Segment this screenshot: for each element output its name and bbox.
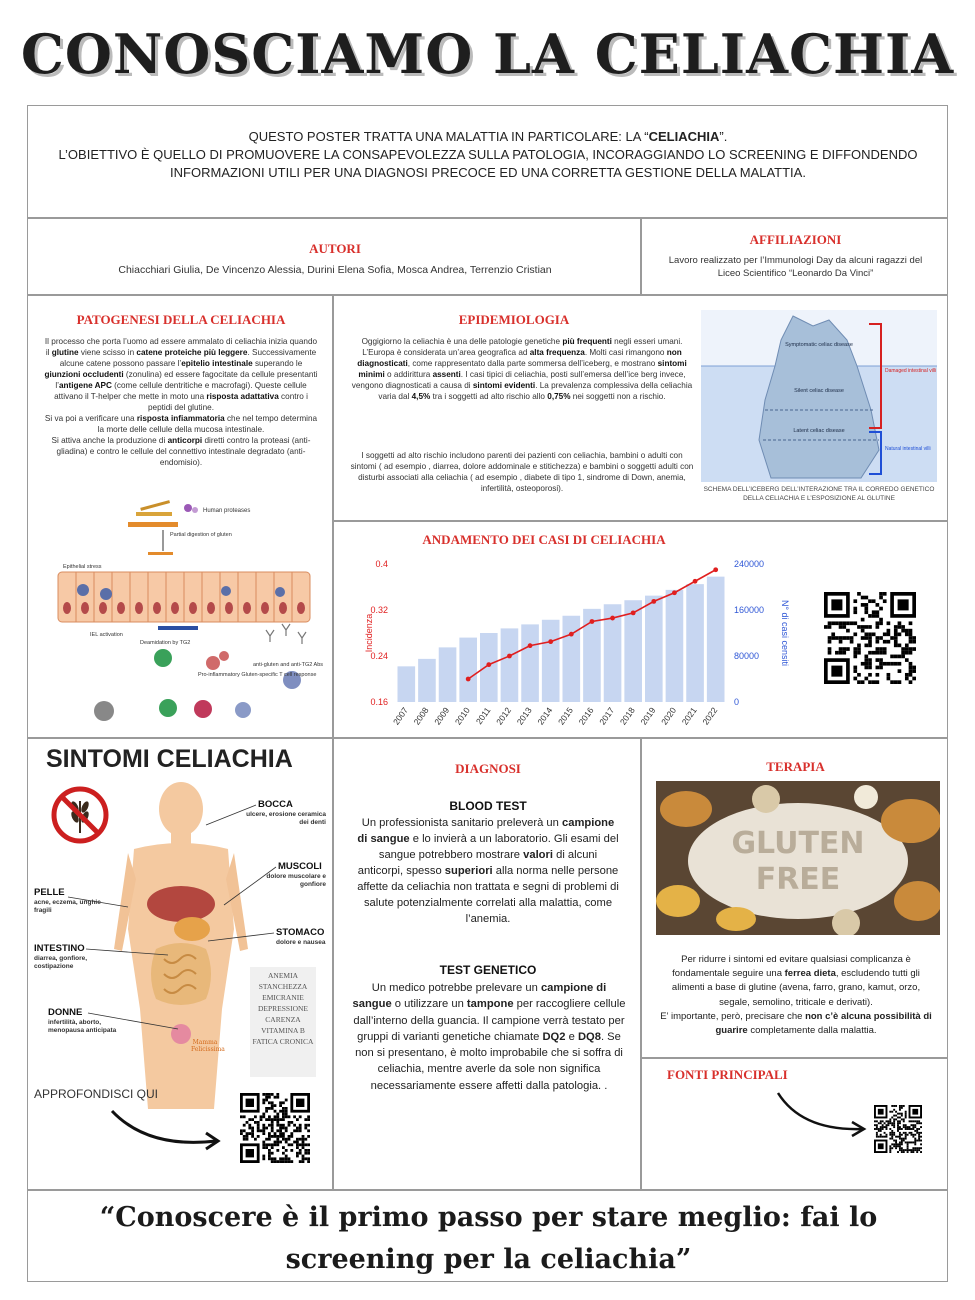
pathogenesis-text: Il processo che porta l’uomo ad essere ammalato di celiachia inizia quando il glutine viene scisso in catene proteiche più leggere. Successivamente alcune catene possono passare l’epitelio intestinale superando le giunzioni occludenti (zonulina) ed essere fagocitate da cellule presentanti l’antigene APC (come cellule dentritiche e macrofagi). Queste cellule attivano il T-helper che mette in moto una risposta adattativa contro i peptidi del glutine. Si va poi a verificare una risposta infiammatoria che nel tempo determina la morte delle cellule della mucosa intestinale. Si attiva anche la produzione di anticorpi diretti contro la proteasi (anti-gliadina) e contro le cellule del connettivo intestinale degradato (anti-endomisio). [44,337,318,467]
other-symptom-item: CARENZA [265,1015,301,1024]
epidemiology-box [333,295,948,521]
chart-point [651,599,656,604]
arrow-icon [108,1103,228,1153]
chart-ylabel-right: N° di casi censiti [780,599,790,667]
therapy-box [641,738,948,1058]
chart-point [569,632,574,637]
qr-code-chart[interactable] [824,592,916,684]
chart-point [693,579,698,584]
quote-text: “Conoscere è il primo passo per stare meglio: fai lo screening per la celiachia” [99,1202,878,1275]
chart-bar [563,616,581,702]
chart-point [548,639,553,644]
diagnosis-box [333,738,641,1190]
chart-xtick: 2022 [700,705,720,727]
affiliations-title: AFFILIAZIONI [749,232,842,247]
chart-xtick: 2019 [638,705,658,727]
chart-point [610,616,615,621]
chart-ytick-right: 80000 [734,651,760,661]
chart-xtick: 2011 [473,705,493,727]
iceberg-figure [701,310,937,482]
label-bocca: BOCCA [258,799,293,810]
epidemiology-text-1: Oggigiorno la celiachia è una delle patologie genetiche più frequenti negli esseri umani. L’Europa è considerata un’area geografica ad alta frequenza. Molti casi rimangono non diagnosticati, come rappresentato dalla parte sommersa dell’iceberg, e mostrano sintomi minimi o addirittura assenti. I casi tipici di celiachia, posti sull’emersa dell’ice berg invece, vengono diagnosticati a causa di sintomi evidenti. La prevalenza complessiva della celiachia varia dal 4,5% tra i soggetti ad alto rischio allo 0,75% nei soggetti non a rischio. [351,337,693,401]
chart-xtick: 2012 [494,705,514,727]
chart-xtick: 2020 [659,705,679,727]
chart-xtick: 2014 [535,705,555,727]
chart-xtick: 2015 [555,705,575,727]
chart-xtick: 2018 [617,705,637,727]
pathogenesis-figure [48,496,324,734]
chart-xtick: 2009 [432,705,452,727]
label-deamidation: Deamidation by TG2 [140,640,191,646]
trend-box [333,521,948,738]
quote-box [27,1190,948,1282]
epidemiology-text-2: I soggetti ad alto rischio includono parenti dei pazienti con celiachia, bambini o adulti con sintomi ( ad esempio , diarrea, dolore addominale e stitichezza) e bambini o soggetti adulti con disturbi associati alla celiachia ( ad esempio , diabete di tipo 1, sindrome di Down, anemia, infertilità, osteoporosi). [350,451,694,493]
chart-xtick: 2007 [390,705,410,727]
text-pelle: acne, eczema, unghie fragili [34,899,101,914]
genetic-test-title: TEST GENETICO [439,963,537,977]
text-donne: infertilità, aborto, menopausa anticipata [48,1019,117,1034]
text-bocca: ulcere, erosione ceramica dei denti [246,811,326,826]
chart-ytick-right: 0 [734,697,740,707]
label-stomaco: STOMACO [276,927,325,938]
label-pro-inflammatory: Pro-inflammatory Gluten-specific T cell response [198,672,317,678]
label-intestino: INTESTINO [34,943,85,954]
label-natural: Natural intestinal villi [885,446,931,452]
chart-point [713,567,718,572]
chart-xtick: 2021 [679,705,699,727]
label-anti-gluten: anti-gluten and anti-TG2 Abs [253,662,324,668]
sources-box [641,1058,948,1190]
diagnosis-title: DIAGNOSI [455,761,521,776]
chart-point [631,610,636,615]
chart-bar [645,596,663,702]
chart-point [486,662,491,667]
chart-bar [521,624,539,702]
pathogenesis-box [27,295,333,738]
affiliations-box [641,218,948,295]
chart-ytick-left: 0.32 [370,605,388,615]
chart-point [528,643,533,648]
intro-line1-post: ”. [719,129,728,144]
label-partial-digestion: Partial digestion of gluten [170,532,232,538]
epithelium-cells [58,572,310,622]
therapy-title: TERAPIA [766,759,825,774]
chart-bar [707,577,725,702]
chart-xtick: 2010 [452,705,472,727]
other-symptom-item: STANCHEZZA [258,982,308,991]
label-human-proteases: Human proteases [203,508,251,514]
chart-xtick: 2016 [576,705,596,727]
other-symptoms-list [250,970,316,1047]
chart-ylabel-left: Incidenza [364,613,374,653]
genetic-test-text: Un medico potrebbe prelevare un campione di sangue o utilizzare un tampone per raccogliere cellule dall’interno della guancia. Il campione verrà testato per gruppi di varianti genetiche chiamate DQ2 e DQ8. Se non si presentano, è molto improbabile che si soffra di celiachia, mentre averle da sole non significa necessariamente essere affetti dalla patologia. . [352,982,626,1092]
therapy-text: Per ridurre i sintomi ed evitare qualsiasi complicanza è fondamentale seguire una ferrea dieta, escludendo tutti gli alimenti a base di glutine (avena, farro, grano, kamut, orzo, segale, semolino, triticale e derivati). E’ importante, però, precisare che non c’è alcuna possibilità di guarire completamente dalla malattia. [660,954,932,1037]
intro-text [58,128,918,182]
intro-rest: L’OBIETTIVO È QUELLO DI PROMUOVERE LA CONSAPEVOLEZZA SULLA PATOLOGIA, INCORAGGIANDO LO SCREENING E DIFFONDENDO INFORMAZIONI UTILI PER UNA DIAGNOSI PRECOCE ED UNA CORRETTA GESTIONE DELLA MALATTIA. [58,147,918,180]
qr-code-symptoms[interactable] [240,1093,310,1163]
chart-title: ANDAMENTO DEI CASI DI CELIACHIA [422,532,666,547]
text-stomaco: dolore e nausea [276,939,326,946]
label-epithelial-stress: Epithelial stress [63,564,102,570]
label-muscoli: MUSCOLI [278,861,322,872]
intro-line1-bold: CELIACHIA [648,129,720,144]
chart-bar [459,638,477,702]
other-symptom-item: VITAMINA B [261,1026,305,1035]
label-damaged: Damaged intestinal villi [885,368,937,374]
chart-ytick-left: 0.16 [370,697,388,707]
label-latent: Latent celiac disease [793,428,845,434]
chart-bar [398,666,416,702]
trend-chart [334,550,794,738]
other-symptom-item: ANEMIA [268,971,298,980]
authors-title: AUTORI [309,241,361,256]
epidemiology-title: EPIDEMIOLOGIA [458,312,570,327]
chart-bar [439,647,457,702]
chart-ytick-left: 0.24 [370,651,388,661]
chart-bar [686,584,704,702]
label-pelle: PELLE [34,887,65,898]
chart-ytick-left: 0.4 [375,559,388,569]
chart-point [590,619,595,624]
chart-bar [624,600,642,702]
chart-ytick-right: 160000 [734,605,765,615]
blood-test-title: BLOOD TEST [449,799,527,813]
text-intestino: diarrea, gonfiore, costipazione [34,955,88,970]
affiliations-text: Lavoro realizzato per l’Immunologi Day da alcuni ragazzi del Liceo Scientifico “Leonardo Da Vinci” [668,255,923,279]
authors-names: Chiacchiari Giulia, De Vincenzo Alessia, Durini Elena Sofia, Mosca Andrea, Terrenzio Cristian [118,264,552,276]
iceberg-caption: SCHEMA DELL’ICEBERG DELL’INTERAZIONE TRA IL CORREDO GENETICO DELLA CELIACHIA E L’ESPOSIZIONE AL GLUTINE [703,486,935,502]
blood-test-text: Un professionista sanitario preleverà un campione di sangue e lo invierà a un laboratorio. Gli esami del sangue potrebbero mostrare valori di alcuni anticorpi, spesso superiori alla norma nelle persone affette da celiachia non trattata e segni di problemi di salute potenzialmente correlati alla malattia, come l’anemia. [357,817,619,925]
free-text: FREE [755,862,841,897]
other-symptom-item: EMICRANIE [262,993,304,1002]
chart-bar [480,633,498,702]
chart-bar [418,659,436,702]
chart-bar [501,628,519,702]
label-iel-activation: IEL activation [90,632,123,638]
symptoms-box [27,738,333,1190]
chart-bar [542,620,560,702]
label-silent: Silent celiac disease [794,388,844,394]
poster-title: CONOSCIAMO LA CELIACHIA [20,22,955,86]
other-symptom-item: FATICA CRONICA [252,1037,314,1046]
chart-xtick: 2013 [514,705,534,727]
intro-box [27,105,948,218]
sources-title: FONTI PRINCIPALI [667,1067,788,1082]
gluten-free-image [656,781,940,935]
other-symptoms-box [250,967,316,1077]
approfondisci-text: APPROFONDISCI QUI [34,1087,159,1101]
chart-xtick: 2008 [411,705,431,727]
chart-bar [666,590,684,702]
qr-code-sources[interactable] [874,1105,922,1153]
pathogenesis-title: PATOGENESI DELLA CELIACHIA [76,312,286,327]
chart-point [466,677,471,682]
logo-text: Mamma Felicissima [191,1039,225,1053]
arrow-icon-sources [772,1089,872,1139]
authors-box [27,218,641,295]
intro-line1-pre: QUESTO POSTER TRATTA UNA MALATTIA IN PARTICOLARE: LA “ [248,129,649,144]
chart-xtick: 2017 [597,705,617,727]
other-symptom-item: DEPRESSIONE [257,1004,308,1013]
gluten-text: GLUTEN [731,826,865,861]
label-symptomatic: Symptomatic celiac disease [785,342,853,348]
chart-point [672,590,677,595]
label-donne: DONNE [48,1007,83,1018]
symptoms-title: SINTOMI CELIACHIA [46,745,293,773]
chart-point [507,654,512,659]
chart-ytick-right: 240000 [734,559,765,569]
text-muscoli: dolore muscolare e gonfiore [266,873,326,888]
